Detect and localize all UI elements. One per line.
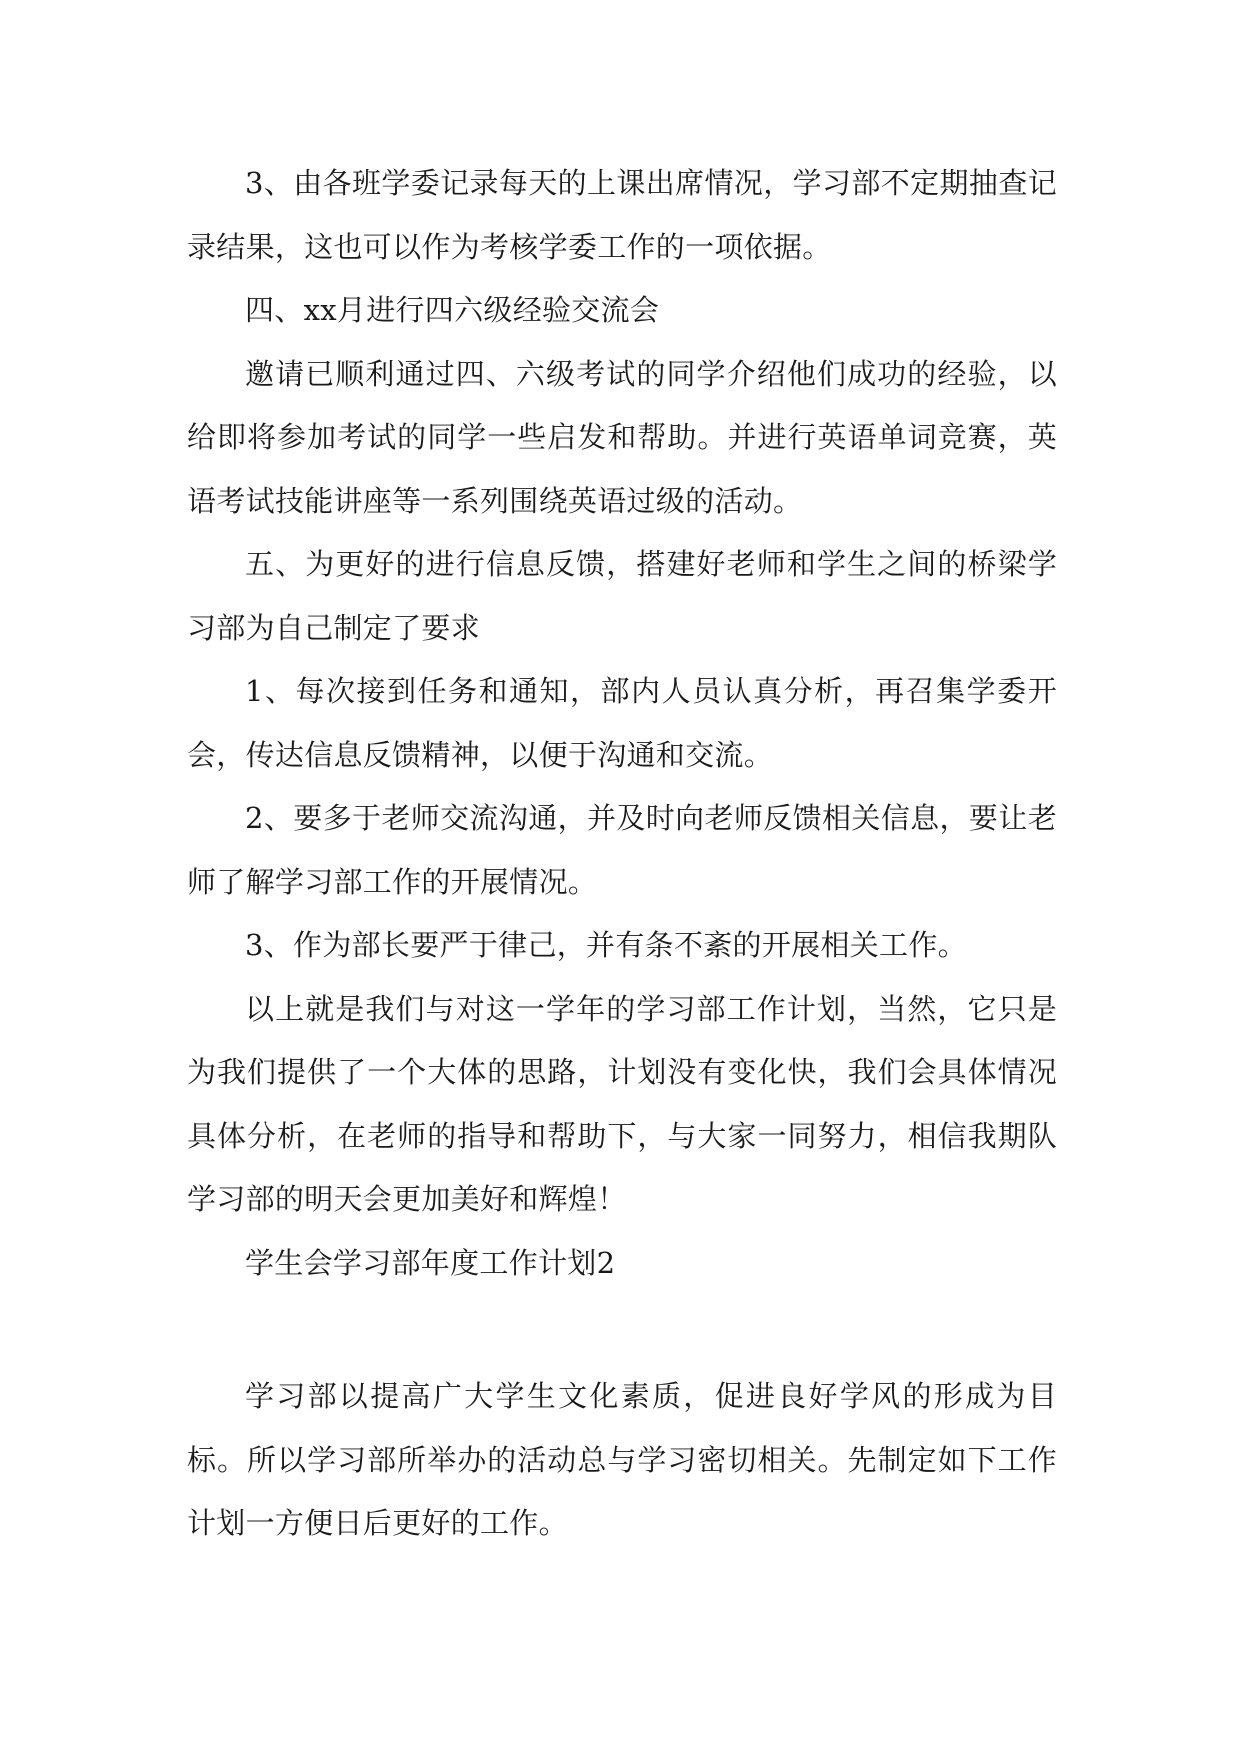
plan-title-2: 学生会学习部年度工作计划2 — [245, 1245, 616, 1280]
paragraph-plan-2-intro: 学习部以提高广大学生文化素质，促进良好学风的形成为目标。所以学习部所举办的活动总与学习密切相关。先制定如下工作计划一方便日后更好的工作。 — [187, 1379, 1057, 1540]
paragraph-conclusion: 以上就是我们与对这一学年的学习部工作计划，当然，它只是为我们提供了一个大体的思路，计划没有变化快，我们会具体情况具体分析，在老师的指导和帮助下，与大家一同努力，相信我期队学习部的明天会更加美好和辉煌！ — [187, 991, 1057, 1216]
paragraph-item-3-attendance: 3、由各班学委记录每天的上课出席情况，学习部不定期抽查记录结果，这也可以作为考核学委工作的一项依据。 — [187, 166, 1057, 264]
section-heading-4: 四、xx月进行四六级经验交流会 — [245, 293, 660, 327]
section-heading-5: 五、为更好的进行信息反馈，搭建好老师和学生之间的桥梁学习部为自己制定了要求 — [187, 547, 1057, 645]
blank-line — [187, 1295, 1057, 1365]
paragraph-cet-exchange: 邀请已顺利通过四、六级考试的同学介绍他们成功的经验，以给即将参加考试的同学一些启发和帮助。并进行英语单词竞赛，英语考试技能讲座等一系列围绕英语过级的活动。 — [187, 356, 1057, 518]
paragraph-item-2-communication: 2、要多于老师交流沟通，并及时向老师反馈相关信息，要让老师了解学习部工作的开展情况。 — [187, 801, 1057, 899]
paragraph-item-3-self-discipline: 3、作为部长要严于律己，并有条不紊的开展相关工作。 — [245, 928, 967, 962]
paragraph-item-1-tasks: 1、每次接到任务和通知，部内人员认真分析，再召集学委开会，传达信息反馈精神，以便于沟通和交流。 — [187, 674, 1057, 772]
document-body — [187, 152, 1057, 1556]
